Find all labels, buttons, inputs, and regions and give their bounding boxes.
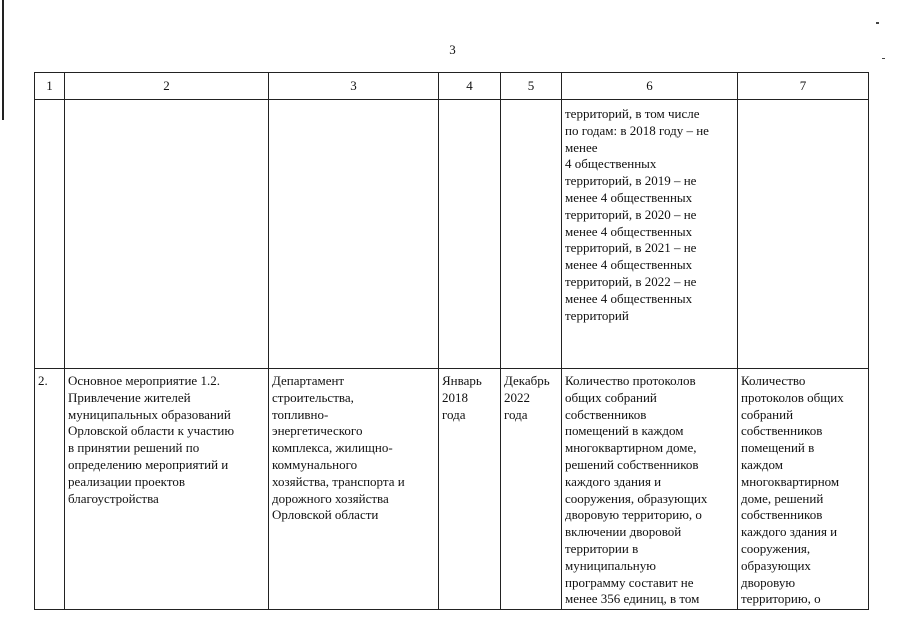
page-number: 3 <box>449 42 456 57</box>
cell-text-line: 2022 <box>504 389 530 405</box>
scan-speck <box>876 22 879 24</box>
cell-text-line: каждом <box>741 456 783 472</box>
program-table <box>34 72 869 610</box>
cell-text-line: Департамент <box>272 373 345 388</box>
table-cell-empty <box>439 100 501 369</box>
cell-text-line: включении дворовой <box>565 524 682 540</box>
cell-text-line: каждого здания и <box>565 473 662 489</box>
cell-text-line: дворовую <box>741 574 796 590</box>
cell-text-line: менее 4 общественных <box>565 223 693 239</box>
cell-text-line: доме, решений <box>741 490 824 506</box>
cell-text-line: территорий <box>565 307 629 323</box>
table-cell-empty <box>65 100 269 369</box>
cell-text-line: Декабрь <box>504 373 550 388</box>
table-row-continuation <box>35 100 869 369</box>
cell-text-line: территорию, о <box>741 591 821 607</box>
table-cell-empty <box>269 100 439 369</box>
cell-text-line: муниципальную <box>565 557 656 573</box>
cell-text-line: Январь <box>442 373 482 388</box>
cell-text-line: определению мероприятий и <box>68 456 229 472</box>
cell-text-line: Количество протоколов <box>565 373 696 388</box>
cell-text-line: Орловской области к участию <box>68 423 235 439</box>
cell-text-line: протоколов общих <box>741 389 844 405</box>
cell-text-line: энергетического <box>272 423 363 439</box>
cell-text-line: по годам: в 2018 году – не <box>565 122 709 138</box>
cell-text-line: 2018 <box>442 389 468 405</box>
cell-text-line: Орловской области <box>272 507 379 523</box>
cell-text-line: менее 356 единиц, в том <box>565 591 700 607</box>
scan-left-edge-line <box>2 0 4 120</box>
cell-text-line: территории в <box>565 540 639 556</box>
cell-text-line: года <box>442 406 466 422</box>
end-date-cell <box>501 369 562 610</box>
activity-name-cell <box>65 369 269 610</box>
cell-text-line: общих собраний <box>565 389 657 405</box>
cell-text-line: сооружения, образующих <box>565 490 708 506</box>
table-cell-empty <box>501 100 562 369</box>
cell-text-line: менее 4 общественных <box>565 189 693 205</box>
cell-text-line: помещений в <box>741 440 815 456</box>
cell-text-line: Привлечение жителей <box>68 389 191 405</box>
responsible-executor-cell <box>269 369 439 610</box>
header-row <box>35 73 869 100</box>
cell-text-line: многоквартирном <box>741 473 840 489</box>
table-cell-empty <box>35 100 65 369</box>
cell-text-line: собственников <box>741 507 823 523</box>
expected-result-cell <box>562 369 738 610</box>
cell-text-line: программу составит не <box>565 574 694 590</box>
scan-speck <box>882 58 885 59</box>
cell-text-line: сооружения, <box>741 540 811 556</box>
table-row <box>35 369 869 610</box>
cell-text-line: года <box>504 406 528 422</box>
cell-text-line: строительства, <box>272 389 354 405</box>
table-cell-empty <box>738 100 869 369</box>
header-col-5: 5 <box>501 73 562 100</box>
cell-text-line: собственников <box>565 406 647 422</box>
cell-text-line: менее 4 общественных <box>565 257 693 273</box>
cell-text-line: в принятии решений по <box>68 440 200 456</box>
indicator-link-cell <box>738 369 869 610</box>
cell-text-line: территорий, в 2020 – не <box>565 206 697 222</box>
cell-text-line: дворовую территорию, о <box>565 507 702 523</box>
header-col-2: 2 <box>65 73 269 100</box>
header-col-4: 4 <box>439 73 501 100</box>
cell-text-line: решений собственников <box>565 456 699 472</box>
cell-text-line: 4 общественных <box>565 156 657 172</box>
cell-text-line: муниципальных образований <box>68 406 231 422</box>
cell-text-line: образующих <box>741 557 811 573</box>
cell-text-line: помещений в каждом <box>565 423 684 439</box>
cell-text-line: хозяйства, транспорта и <box>272 473 405 489</box>
cell-text-line: территорий, в том числе <box>565 106 700 121</box>
start-date-cell <box>439 369 501 610</box>
header-col-7: 7 <box>738 73 869 100</box>
cell-text-line: комплекса, жилищно- <box>272 440 393 456</box>
cell-text-line: коммунального <box>272 456 358 472</box>
cell-text-line: собственников <box>741 423 823 439</box>
cell-text-line: топливно- <box>272 406 329 422</box>
cell-text-line: Основное мероприятие 1.2. <box>68 373 220 388</box>
cell-text-line: менее <box>565 139 598 155</box>
cell-text-line: каждого здания и <box>741 524 838 540</box>
cell-text-line: менее 4 общественных <box>565 290 693 306</box>
cell-text-line: территорий, в 2021 – не <box>565 240 697 256</box>
cell-text-line: многоквартирном доме, <box>565 440 697 456</box>
header-col-1: 1 <box>35 73 65 100</box>
cell-text-line: территорий, в 2019 – не <box>565 173 697 189</box>
cell-text-line: собраний <box>741 406 794 422</box>
cell-text-line: реализации проектов <box>68 473 185 489</box>
cell-text-line: благоустройства <box>68 490 159 506</box>
cell-text-line: территорий, в 2022 – не <box>565 273 697 289</box>
cell-text-line: Количество <box>741 373 806 388</box>
continued-indicator-cell <box>562 100 738 369</box>
header-col-3: 3 <box>269 73 439 100</box>
header-col-6: 6 <box>562 73 738 100</box>
row-number-cell: 2. <box>35 369 65 610</box>
cell-text-line: дорожного хозяйства <box>272 490 389 506</box>
